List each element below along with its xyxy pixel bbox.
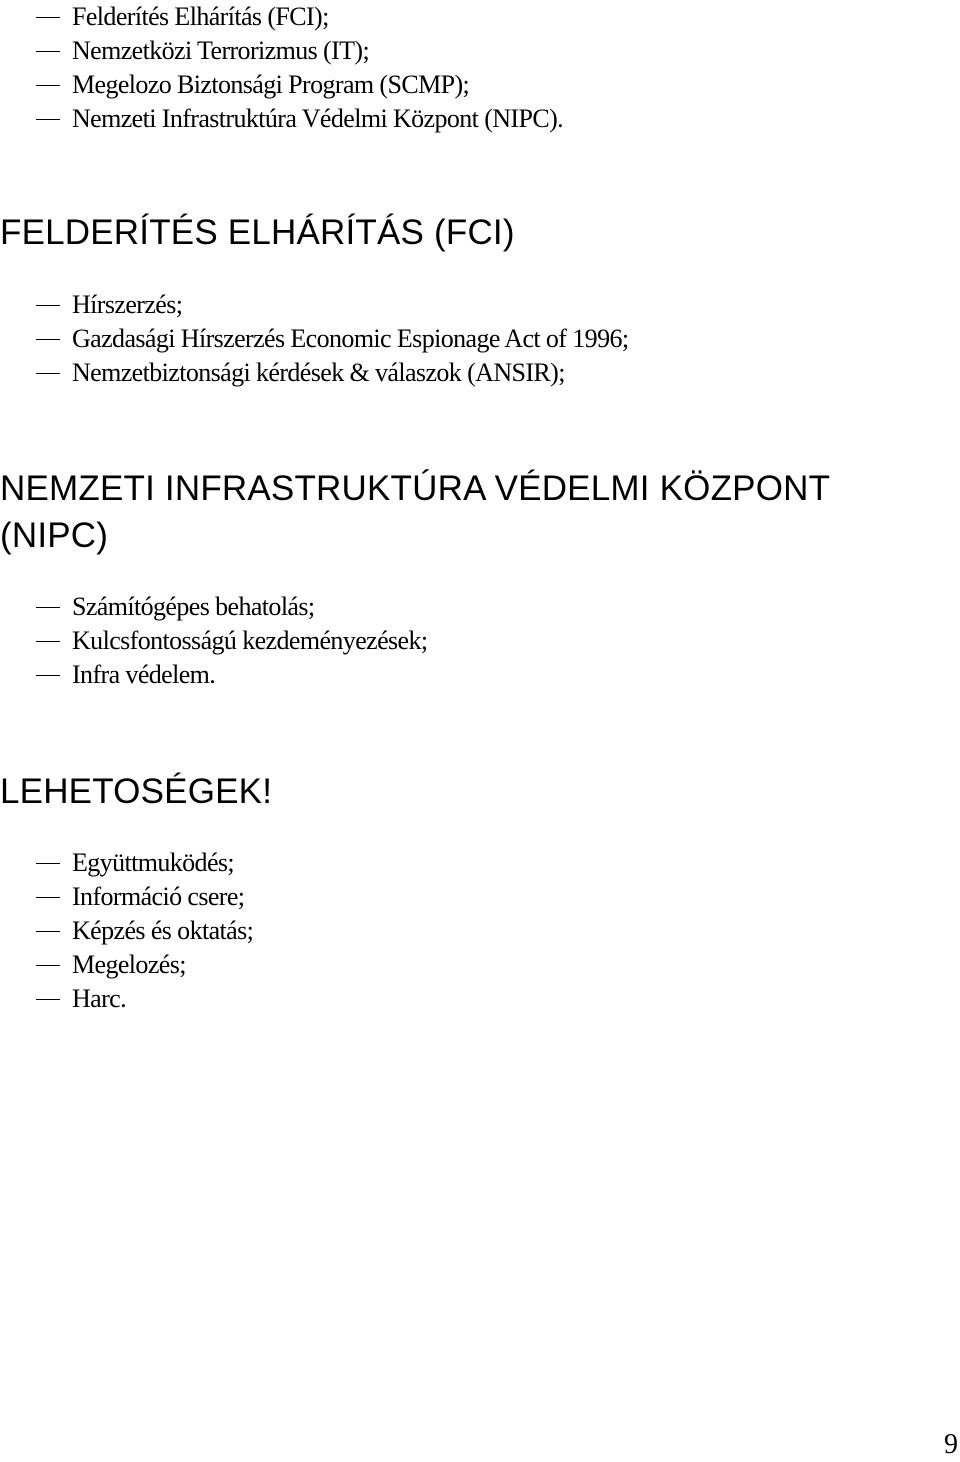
dash-bullet <box>36 373 60 374</box>
dash-bullet <box>36 85 60 86</box>
list-item-text: Gazdasági Hírszerzés Economic Espionage Act of 1996; <box>72 324 629 353</box>
dash-bullet <box>36 675 60 676</box>
dash-bullet <box>36 641 60 642</box>
list-item-text: Harc. <box>72 984 127 1013</box>
dash-bullet <box>36 51 60 52</box>
dash-bullet <box>36 339 60 340</box>
section-heading-nipc: NEMZETI INFRASTRUKTÚRA VÉDELMI KÖZPONT <box>0 469 831 508</box>
list-item-text: Infra védelem. <box>72 660 216 689</box>
dash-bullet <box>36 999 60 1000</box>
list-item-text: Megelozés; <box>72 950 186 979</box>
section-heading-nipc-continued: (NIPC) <box>0 516 109 555</box>
list-item-text: Nemzetbiztonsági kérdések & válaszok (ANSIR); <box>72 358 565 387</box>
list-item-text: Nemzetközi Terrorizmus (IT); <box>72 36 370 65</box>
dash-bullet <box>36 119 60 120</box>
list-item-text: Hírszerzés; <box>72 290 183 319</box>
dash-bullet <box>36 965 60 966</box>
list-item-text: Információ csere; <box>72 882 245 911</box>
dash-bullet <box>36 863 60 864</box>
list-item-text: Felderítés Elhárítás (FCI); <box>72 2 329 31</box>
dash-bullet <box>36 305 60 306</box>
dash-bullet <box>36 17 60 18</box>
list-item-text: Kulcsfontosságú kezdeményezések; <box>72 626 428 655</box>
dash-bullet <box>36 897 60 898</box>
list-item-text: Nemzeti Infrastruktúra Védelmi Központ (NIPC). <box>72 104 564 133</box>
list-item-text: Képzés és oktatás; <box>72 916 254 945</box>
dash-bullet <box>36 607 60 608</box>
list-item-text: Megelozo Biztonsági Program (SCMP); <box>72 70 470 99</box>
list-item-text: Számítógépes behatolás; <box>72 592 315 621</box>
list-item-text: Együttmuködés; <box>72 848 235 877</box>
dash-bullet <box>36 931 60 932</box>
section-heading-fci: FELDERÍTÉS ELHÁRÍTÁS (FCI) <box>0 213 515 252</box>
section-heading-opportunities: LEHETOSÉGEK! <box>0 772 273 811</box>
page-number: 9 <box>944 1429 958 1460</box>
